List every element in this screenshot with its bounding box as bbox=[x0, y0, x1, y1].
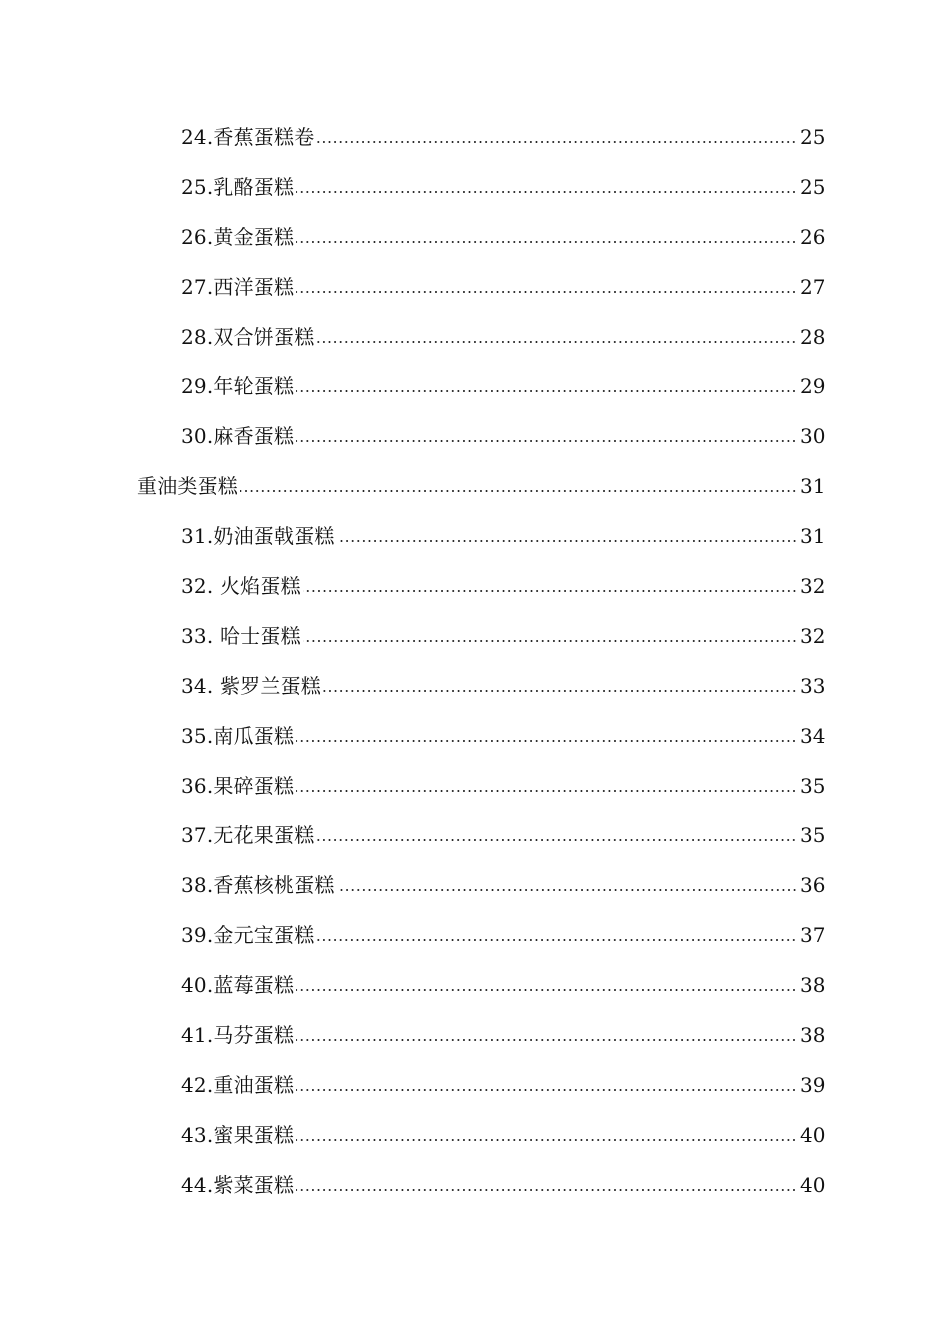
toc-dot-leader bbox=[303, 640, 797, 642]
toc-dot-leader bbox=[296, 989, 797, 991]
toc-entry-title: 42.重油蛋糕 bbox=[181, 1072, 295, 1097]
toc-entry-title: 30.麻香蛋糕 bbox=[181, 424, 295, 449]
toc-entry-32[interactable] bbox=[0, 561, 950, 611]
toc-entry-40[interactable] bbox=[0, 960, 950, 1010]
toc-page-number: 32 bbox=[800, 573, 826, 598]
toc-entry-24[interactable] bbox=[0, 112, 950, 162]
toc-dot-leader bbox=[316, 141, 797, 143]
toc-dot-leader bbox=[296, 1189, 797, 1191]
toc-dot-leader bbox=[296, 1039, 797, 1041]
toc-dot-leader bbox=[303, 590, 797, 592]
toc-section-heavy-oil-cakes[interactable] bbox=[0, 461, 950, 511]
toc-entry-44[interactable] bbox=[0, 1160, 950, 1210]
toc-entry-title: 43.蜜果蛋糕 bbox=[181, 1122, 295, 1147]
toc-page-number: 35 bbox=[800, 773, 826, 798]
toc-entry-41[interactable] bbox=[0, 1010, 950, 1060]
toc-entry-title: 37.无花果蛋糕 bbox=[181, 823, 315, 848]
toc-dot-leader bbox=[240, 490, 797, 492]
toc-section-title: 重油类蛋糕 bbox=[137, 474, 238, 499]
toc-entry-43[interactable] bbox=[0, 1110, 950, 1160]
toc-page-number: 29 bbox=[800, 374, 826, 399]
toc-page-number: 35 bbox=[800, 823, 826, 848]
toc-dot-leader bbox=[337, 889, 797, 891]
table-of-contents bbox=[0, 112, 950, 1210]
toc-page-number: 36 bbox=[800, 873, 826, 898]
toc-page-number: 37 bbox=[800, 923, 826, 948]
toc-dot-leader bbox=[296, 740, 797, 742]
toc-page-number: 31 bbox=[800, 524, 826, 549]
toc-dot-leader bbox=[316, 341, 797, 343]
toc-entry-title: 34. 紫罗兰蛋糕 bbox=[181, 673, 321, 698]
toc-entry-28[interactable] bbox=[0, 312, 950, 362]
toc-entry-30[interactable] bbox=[0, 411, 950, 461]
toc-page-number: 40 bbox=[800, 1122, 826, 1147]
toc-page-number: 27 bbox=[800, 274, 826, 299]
toc-page-number: 28 bbox=[800, 324, 826, 349]
toc-entry-title: 24.香蕉蛋糕卷 bbox=[181, 124, 315, 149]
toc-entry-title: 44.紫菜蛋糕 bbox=[181, 1172, 295, 1197]
toc-entry-title: 33. 哈士蛋糕 bbox=[181, 623, 301, 648]
toc-entry-title: 38.香蕉核桃蛋糕 bbox=[181, 873, 335, 898]
toc-page-number: 25 bbox=[800, 174, 826, 199]
toc-dot-leader bbox=[296, 291, 797, 293]
toc-entry-title: 26.黄金蛋糕 bbox=[181, 224, 295, 249]
toc-dot-leader bbox=[323, 690, 797, 692]
toc-page-number: 38 bbox=[800, 973, 826, 998]
toc-page-number: 39 bbox=[800, 1072, 826, 1097]
toc-entry-42[interactable] bbox=[0, 1060, 950, 1110]
toc-entry-39[interactable] bbox=[0, 910, 950, 960]
toc-entry-25[interactable] bbox=[0, 162, 950, 212]
toc-entry-title: 29.年轮蛋糕 bbox=[181, 374, 295, 399]
toc-entry-33[interactable] bbox=[0, 611, 950, 661]
toc-entry-26[interactable] bbox=[0, 212, 950, 262]
toc-dot-leader bbox=[316, 939, 797, 941]
toc-entry-31[interactable] bbox=[0, 511, 950, 561]
toc-entry-37[interactable] bbox=[0, 810, 950, 860]
toc-entry-title: 25.乳酪蛋糕 bbox=[181, 174, 295, 199]
toc-entry-36[interactable] bbox=[0, 761, 950, 811]
toc-page-number: 34 bbox=[800, 723, 826, 748]
toc-entry-title: 36.果碎蛋糕 bbox=[181, 773, 295, 798]
toc-dot-leader bbox=[337, 540, 797, 542]
toc-entry-title: 35.南瓜蛋糕 bbox=[181, 723, 295, 748]
toc-page-number: 32 bbox=[800, 623, 826, 648]
toc-entry-title: 32. 火焰蛋糕 bbox=[181, 573, 301, 598]
toc-dot-leader bbox=[296, 790, 797, 792]
toc-page-number: 26 bbox=[800, 224, 826, 249]
toc-dot-leader bbox=[296, 1139, 797, 1141]
toc-entry-title: 41.马芬蛋糕 bbox=[181, 1022, 295, 1047]
toc-page-number: 33 bbox=[800, 673, 826, 698]
toc-entry-38[interactable] bbox=[0, 860, 950, 910]
toc-page-number: 30 bbox=[800, 424, 826, 449]
toc-page-number: 31 bbox=[800, 474, 826, 499]
toc-entry-35[interactable] bbox=[0, 711, 950, 761]
toc-page-number: 38 bbox=[800, 1022, 826, 1047]
toc-dot-leader bbox=[296, 390, 797, 392]
toc-dot-leader bbox=[296, 241, 797, 243]
toc-entry-title: 40.蓝莓蛋糕 bbox=[181, 973, 295, 998]
toc-entry-title: 28.双合饼蛋糕 bbox=[181, 324, 315, 349]
toc-entry-34[interactable] bbox=[0, 661, 950, 711]
toc-dot-leader bbox=[316, 839, 797, 841]
toc-entry-27[interactable] bbox=[0, 262, 950, 312]
toc-dot-leader bbox=[296, 1089, 797, 1091]
toc-entry-title: 39.金元宝蛋糕 bbox=[181, 923, 315, 948]
toc-entry-title: 31.奶油蛋戟蛋糕 bbox=[181, 524, 335, 549]
toc-entry-29[interactable] bbox=[0, 361, 950, 411]
toc-page-number: 40 bbox=[800, 1172, 826, 1197]
toc-entry-title: 27.西洋蛋糕 bbox=[181, 274, 295, 299]
toc-dot-leader bbox=[296, 440, 797, 442]
toc-page-number: 25 bbox=[800, 124, 826, 149]
toc-dot-leader bbox=[296, 191, 797, 193]
